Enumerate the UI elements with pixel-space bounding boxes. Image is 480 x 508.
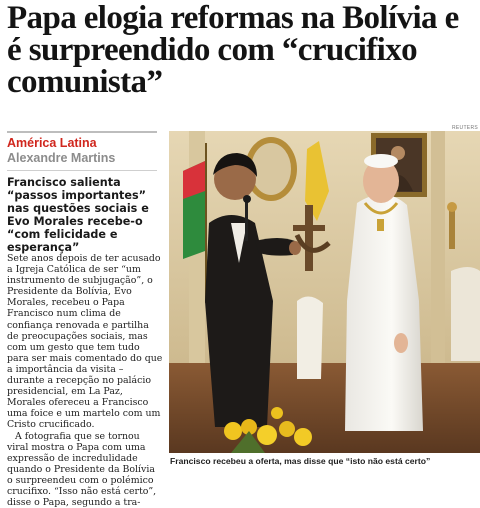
author-name: Alexandre Martins: [7, 151, 115, 165]
article-body: [7, 253, 163, 508]
section-divider: [7, 131, 157, 133]
news-photo: [169, 131, 480, 453]
author-divider: [7, 170, 157, 171]
body-paragraph: Sete anos depois de ter acusado a Igreja Católica de ser “um instrumento de subjugação”, o Presidente da Bolívia, Evo Morales, recebeu o Papa Francisco num clima de confiança renovada e partilha de preocupações sociais, mas com um gesto que tem tudo para ser mais comentado do que a importância da visita – durante a recepção no palácio presidencial, em La Paz, Morales ofereceu a Francisco uma foice e um martelo com um Cristo crucificado.: [7, 253, 163, 431]
photo-illustration: [169, 131, 480, 453]
photo-credit: REUTERS: [452, 125, 478, 131]
headline: Papa elogia reformas na Bolívia e é surpreendido com “crucifixo comunista”: [7, 2, 477, 98]
body-paragraph: A fotografia que se tornou viral mostra o Papa com uma expressão de incredulidade quando o Presidente da Bolívia o surpreendeu com o polémico crucifixo. “Isso não está certo”, disse o Papa, segundo a tra-: [7, 431, 163, 508]
lead-text: Francisco salienta “passos importantes” nas questões sociais e Evo Morales recebe-o “com felicidade e esperança”: [7, 176, 163, 254]
photo-caption: Francisco recebeu a oferta, mas disse que “isto não está certo”: [170, 456, 480, 466]
section-label: América Latina: [7, 136, 97, 150]
